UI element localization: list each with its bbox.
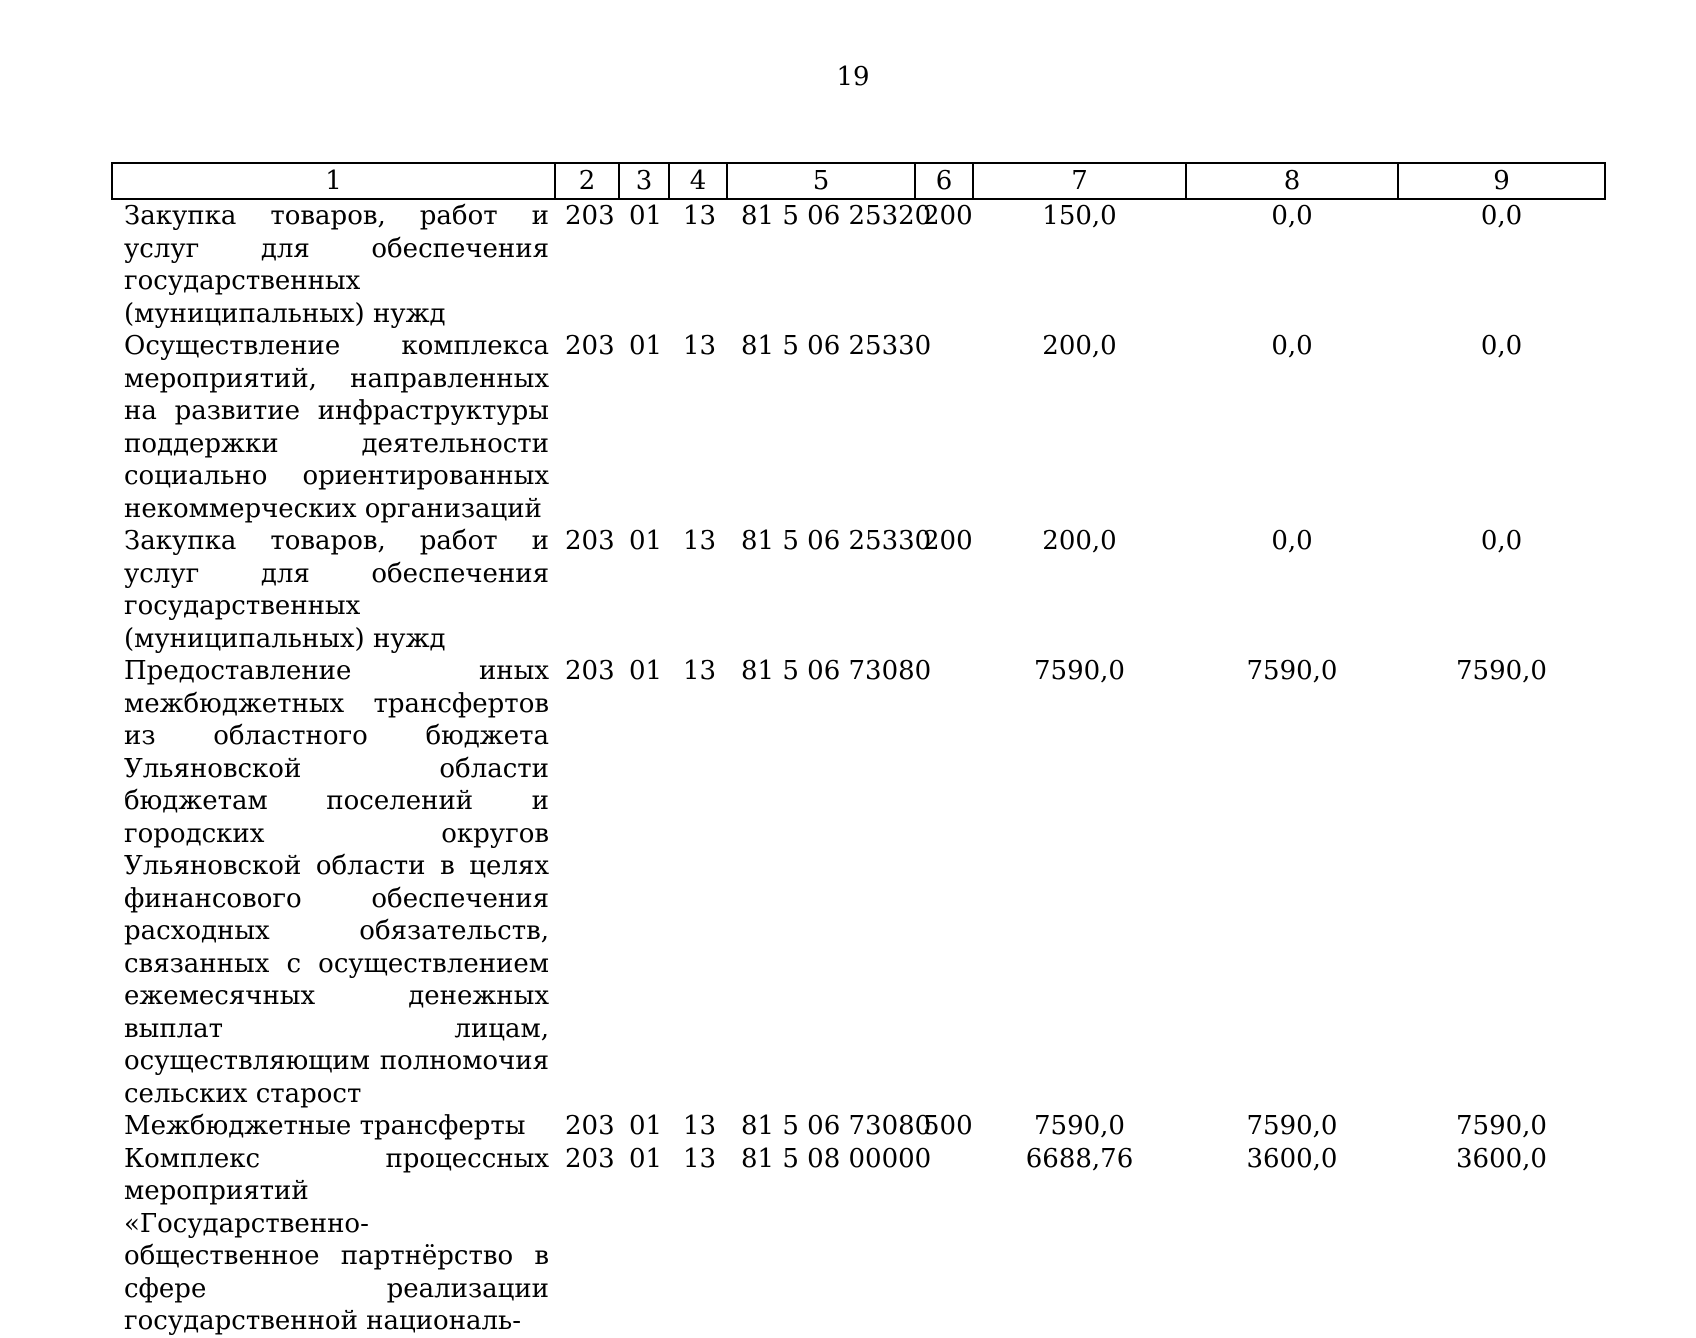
cell-col-5: 81 5 08 00000: [741, 1143, 932, 1174]
cell-col-2: 203: [565, 331, 615, 361]
cell-col-4: 13: [683, 656, 717, 686]
column-header: 2: [555, 163, 619, 199]
cell-col-8: 3600,0: [1246, 1143, 1338, 1174]
table-row: [112, 1110, 1605, 1143]
cell-col-5: 81 5 06 73080: [741, 1111, 932, 1141]
cell-col-2: 203: [565, 656, 615, 686]
row-name: Осуществление комплекса мероприятий, направленных на развитие инфраструктуры поддержки деятельности социально ориентированных некоммерческих организаций: [124, 331, 549, 524]
cell-col-9: 0,0: [1480, 526, 1523, 556]
cell-col-8: 7590,0: [1246, 656, 1338, 686]
cell-col-8: 0,0: [1271, 526, 1313, 556]
row-name: Закупка товаров, работ и услуг для обеспечения государственных (муниципальных) нужд: [124, 201, 549, 329]
cell-col-3: 01: [629, 1143, 663, 1174]
cell-col-3: 01: [629, 526, 663, 556]
row-name: Межбюджетные трансферты: [124, 1111, 526, 1141]
table-row: [112, 655, 1605, 1110]
budget-table: [111, 162, 1606, 1338]
cell-col-5: 81 5 06 25320: [741, 201, 932, 231]
cell-col-4: 13: [683, 201, 717, 231]
column-header: 7: [973, 163, 1186, 199]
cell-col-7: 200,0: [1042, 526, 1117, 556]
column-header: 9: [1398, 163, 1605, 199]
cell-col-4: 13: [683, 1111, 717, 1141]
cell-col-3: 01: [629, 656, 663, 686]
column-header: 1: [112, 163, 555, 199]
cell-col-6: 200: [923, 526, 973, 556]
cell-col-9: 3600,0: [1456, 1143, 1547, 1174]
cell-col-4: 13: [683, 526, 717, 556]
table-row: [112, 525, 1605, 655]
row-name: Комплекс процессных мероприятий «Государственно-общественное партнёрство в сфере реализации государственной националь-: [124, 1143, 549, 1336]
cell-col-5: 81 5 06 25330: [741, 526, 932, 556]
cell-col-6: 500: [923, 1111, 973, 1141]
cell-col-9: 0,0: [1480, 201, 1523, 231]
cell-col-3: 01: [629, 1111, 663, 1141]
cell-col-6: 200: [923, 201, 973, 231]
row-name: Закупка товаров, работ и услуг для обеспечения государственных (муниципальных) нужд: [124, 526, 549, 654]
page-number: 19: [836, 62, 870, 92]
cell-col-2: 203: [565, 201, 615, 231]
cell-col-3: 01: [629, 201, 663, 231]
cell-col-8: 7590,0: [1246, 1111, 1338, 1141]
cell-col-6: [915, 655, 973, 1110]
column-header: 5: [727, 163, 915, 199]
cell-col-9: 7590,0: [1456, 1111, 1547, 1141]
cell-col-4: 13: [683, 1143, 717, 1174]
cell-col-9: 7590,0: [1456, 656, 1547, 686]
cell-col-7: 6688,76: [1025, 1143, 1134, 1174]
cell-col-5: 81 5 06 25330: [741, 331, 932, 361]
cell-col-2: 203: [565, 1111, 615, 1141]
column-header: 6: [915, 163, 973, 199]
cell-col-9: 0,0: [1480, 331, 1523, 361]
cell-col-7: 7590,0: [1034, 1111, 1125, 1141]
column-header: 3: [619, 163, 669, 199]
cell-col-8: 0,0: [1271, 331, 1313, 361]
table-row: [112, 1143, 1605, 1338]
cell-col-7: 200,0: [1042, 331, 1117, 361]
cell-col-2: 203: [565, 526, 615, 556]
header-row: [112, 163, 1605, 199]
table-row: [112, 199, 1605, 330]
cell-col-7: 7590,0: [1034, 656, 1125, 686]
cell-col-5: 81 5 06 73080: [741, 656, 932, 686]
cell-col-3: 01: [629, 331, 663, 361]
cell-col-2: 203: [565, 1143, 615, 1174]
cell-col-8: 0,0: [1271, 201, 1313, 231]
row-name: Предоставление иных межбюджетных трансфертов из областного бюджета Ульяновской области бюджетам поселений и городских округов Ульяновской области в целях финансового обеспечения расходных обязательств, связанных с осуществлением ежемесячных денежных выплат лицам, осуществляющим полномочия сельских старост: [124, 656, 549, 1109]
cell-col-4: 13: [683, 331, 717, 361]
column-header: 4: [669, 163, 727, 199]
cell-col-7: 150,0: [1042, 201, 1117, 231]
table-row: [112, 330, 1605, 525]
column-header: 8: [1186, 163, 1398, 199]
